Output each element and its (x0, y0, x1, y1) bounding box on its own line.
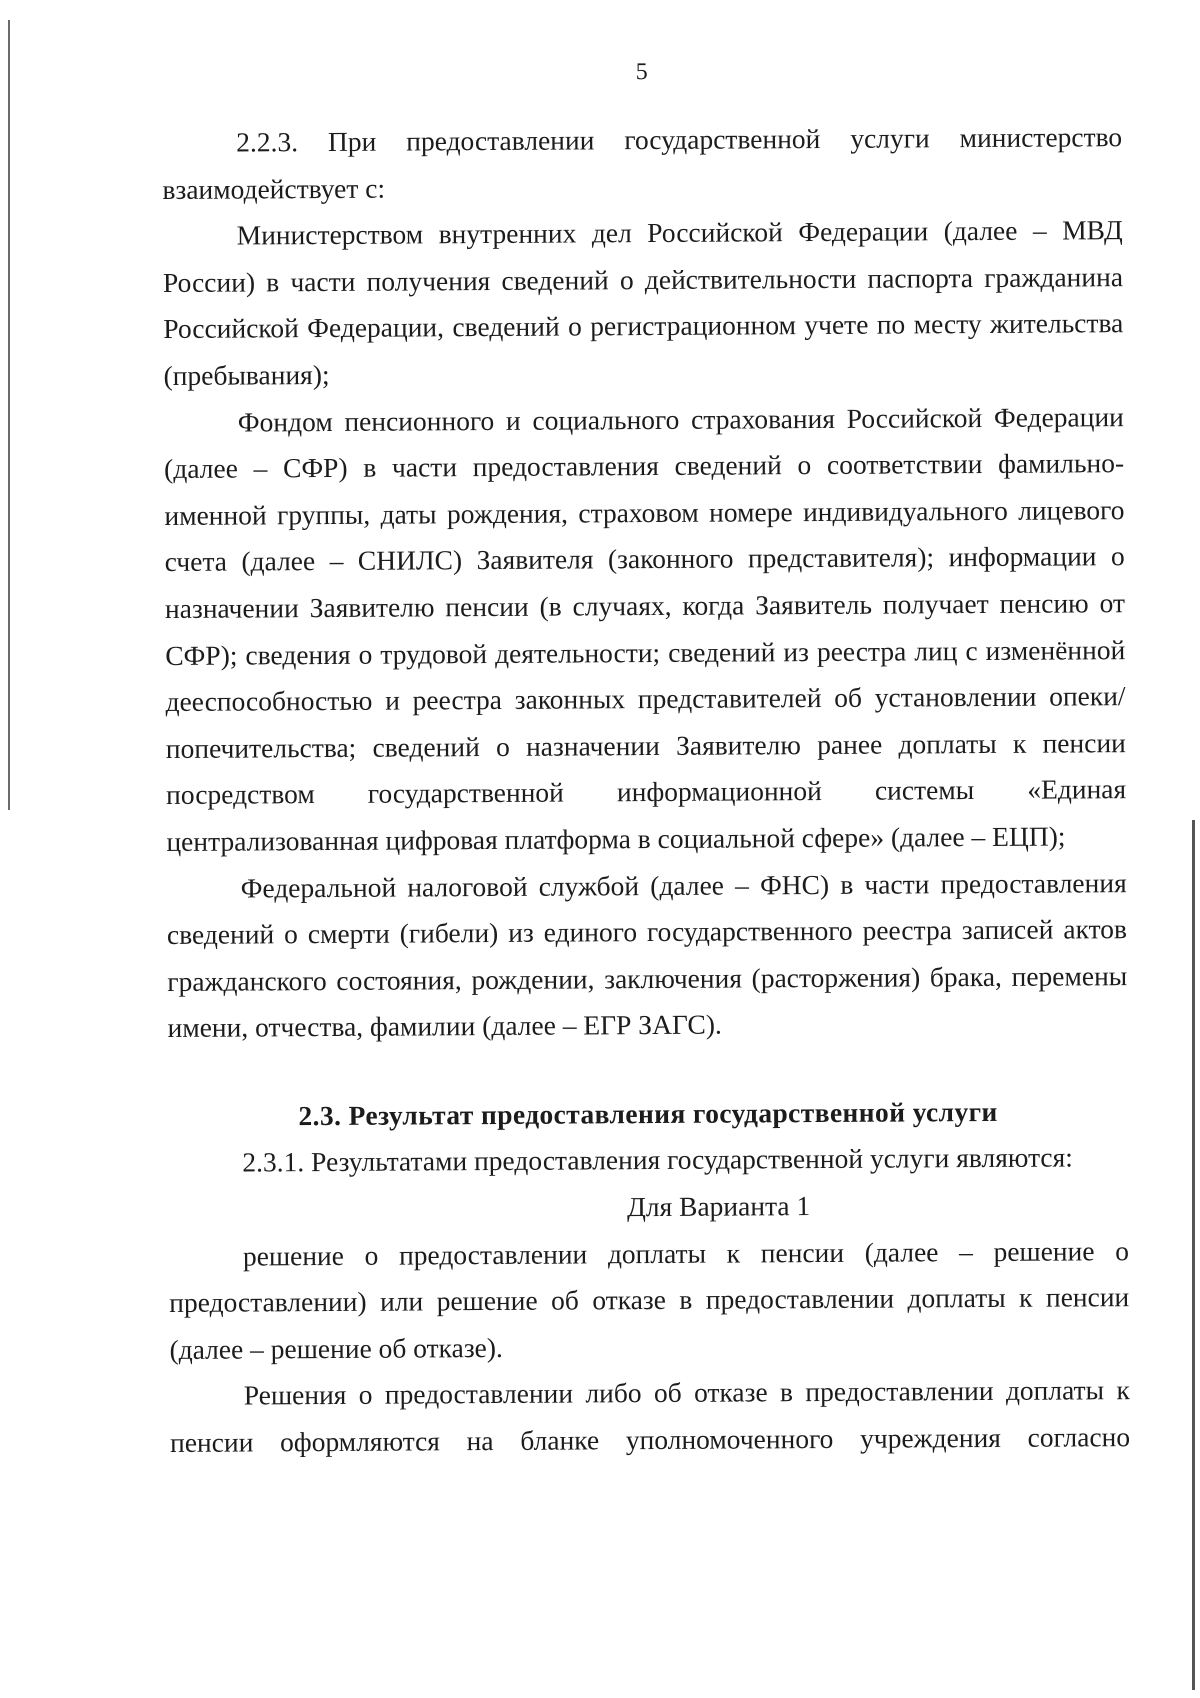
scan-edge-left (8, 20, 10, 810)
paragraph-sfr: Фондом пенсионного и социального страхования Российской Федерации (далее – СФР) в части предоставления сведений о соответствии фамильно-именной группы, даты рождения, страховом номере индивидуального лицевого счета (далее – СНИЛС) Заявителя (законного представителя); информации о назначении Заявителю пенсии (в случаях, когда Заявитель получает пенсию от СФР); сведения о трудовой деятельности; сведений из реестра лиц с изменённой дееспособностью и реестра законных представителей об установлении опеки/попечительства; сведений о назначении Заявителю ранее доплаты к пенсии посредством государственной информационной системы «Единая централизованная цифровая платформа в социальной сфере» (далее – ЕЦП); (164, 400, 1127, 857)
page-number: 5 (635, 59, 648, 86)
variant-label: Для Варианта 1 (626, 1190, 811, 1223)
paragraph-mvd: Министерством внутренних дел Российской Федерации (далее – МВД России) в части получения сведений о действительности паспорта гражданина Российской Федерации, сведений о регистрационном учете по месту жительства (пребывания); (162, 214, 1124, 391)
paragraph-forms: Решения о предоставлении либо об отказе в предоставлении доплаты к пенсии оформляются на бланке уполномоченного учреждения согласно (169, 1374, 1131, 1459)
document-page (162, 59, 1131, 1466)
scan-edge-right (1192, 820, 1195, 1690)
paragraph-2-3-1: 2.3.1. Результатами предоставления государственной услуги являются: (242, 1141, 1073, 1178)
section-heading: 2.3. Результат предоставления государственной услуги (298, 1095, 998, 1132)
paragraph-2-2-3: 2.2.3. При предоставлении государственной услуги министерство взаимодействует с: (162, 121, 1123, 205)
paragraph-fns: Федеральной налоговой службой (далее – ФНС) в части предоставления сведений о смерти (гибели) из единого государственного реестра записей актов гражданского состояния, рождении, заключения (расторжения) брака, перемены имени, отчества, фамилии (далее – ЕГР ЗАГС). (166, 866, 1128, 1044)
paragraph-decision: решение о предоставлении доплаты к пенсии (далее – решение о предоставлении) или решение об отказе в предоставлении доплаты к пенсии (далее – решение об отказе). (169, 1234, 1130, 1365)
